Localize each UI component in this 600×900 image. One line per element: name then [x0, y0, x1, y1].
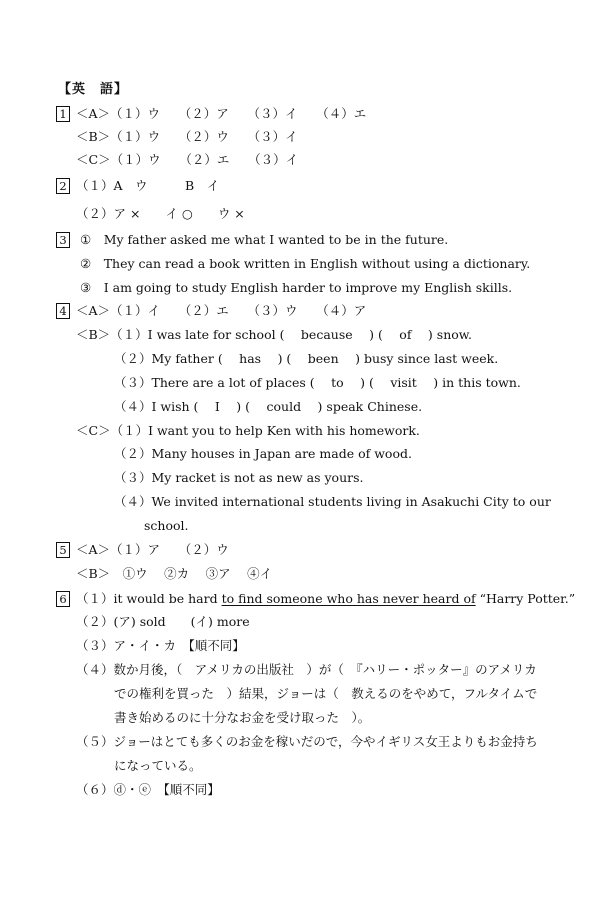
question-6-number-box: 6 — [56, 591, 70, 607]
q4-line-b1: ＜B＞（１）I was late for school ( because ) ( of ) snow. — [76, 327, 472, 342]
q3-line-3: ③ I am going to study English harder to improve my English skills. — [80, 280, 513, 295]
q6-line-6: （６）ⓓ・ⓔ 【順不同】 — [76, 782, 220, 797]
q4-line-c2: （２）Many houses in Japan are made of wood. — [114, 446, 412, 461]
q3-line-1: ① My father asked me what I wanted to be in the future. — [80, 232, 449, 247]
q4-line-c3: （３）My racket is not as new as yours. — [114, 470, 364, 485]
q2-line-2: （２）ア × イ ○ ウ × — [76, 206, 245, 221]
q6-line-3: （３）ア・イ・カ 【順不同】 — [76, 638, 245, 653]
q6-line-4a: （４）数か月後，（ アメリカの出版社 ）が（ 『ハリー・ポッター』のアメリカ — [76, 662, 537, 677]
q6-line-1 — [76, 591, 575, 607]
q4-line-b2: （２）My father ( has ) ( been ) busy since last week. — [114, 351, 499, 366]
question-4-number-box: 4 — [56, 303, 70, 319]
q6-line-5b: になっている。 — [114, 758, 202, 773]
section-title: 【英 語】 — [58, 82, 129, 97]
q6-line-5a: （５）ジョーはとても多くのお金を稼いだので，今やイギリス女王よりもお金持ち — [76, 734, 538, 749]
q6-line-2: （２）(ア) sold (イ) more — [76, 614, 250, 629]
q4-line-a: ＜A＞（１）イ （２）エ （３）ウ （４）ア — [76, 303, 367, 318]
q4-line-b3: （３）There are a lot of places ( to ) ( visit ) in this town. — [114, 375, 521, 390]
q4-line-c4: （４）We invited international students living in Asakuchi City to our — [114, 494, 551, 509]
q6-underlined-answer: to find someone who has never heard of — [221, 591, 476, 606]
q4-line-c1: ＜C＞（１）I want you to help Ken with his homework. — [76, 423, 420, 438]
q6-line-4c: 書き始めるのに十分なお金を受け取った ）。 — [114, 710, 371, 725]
q4-line-b4: （４）I wish ( I ) ( could ) speak Chinese. — [114, 399, 423, 414]
q6-line-1-suffix: “Harry Potter.” — [475, 591, 576, 606]
q1-line-a: ＜A＞（１）ウ （２）ア （３）イ （４）エ — [76, 106, 367, 121]
q5-line-b: ＜B＞ ①ウ ②カ ③ア ④イ — [76, 566, 273, 581]
q4-line-c4-cont: school. — [144, 518, 189, 533]
q1-line-b: ＜B＞（１）ウ （２）ウ （３）イ — [76, 129, 298, 144]
q1-line-c: ＜C＞（１）ウ （２）エ （３）イ — [76, 152, 299, 167]
question-3-number-box: 3 — [56, 232, 70, 248]
q6-line-4b: での権利を買った ）結果，ジョーは（ 教えるのをやめて，フルタイムで — [114, 686, 538, 701]
question-5-number-box: 5 — [56, 542, 70, 558]
question-2-number-box: 2 — [56, 178, 70, 194]
question-1-number-box: 1 — [56, 106, 70, 122]
q2-line-1: （１）A ウ B イ — [76, 178, 220, 193]
q3-line-2: ② They can read a book written in English without using a dictionary. — [80, 256, 531, 271]
q6-line-1-prefix: （１）it would be hard — [76, 591, 222, 606]
q5-line-a: ＜A＞（１）ア （２）ウ — [76, 542, 229, 557]
